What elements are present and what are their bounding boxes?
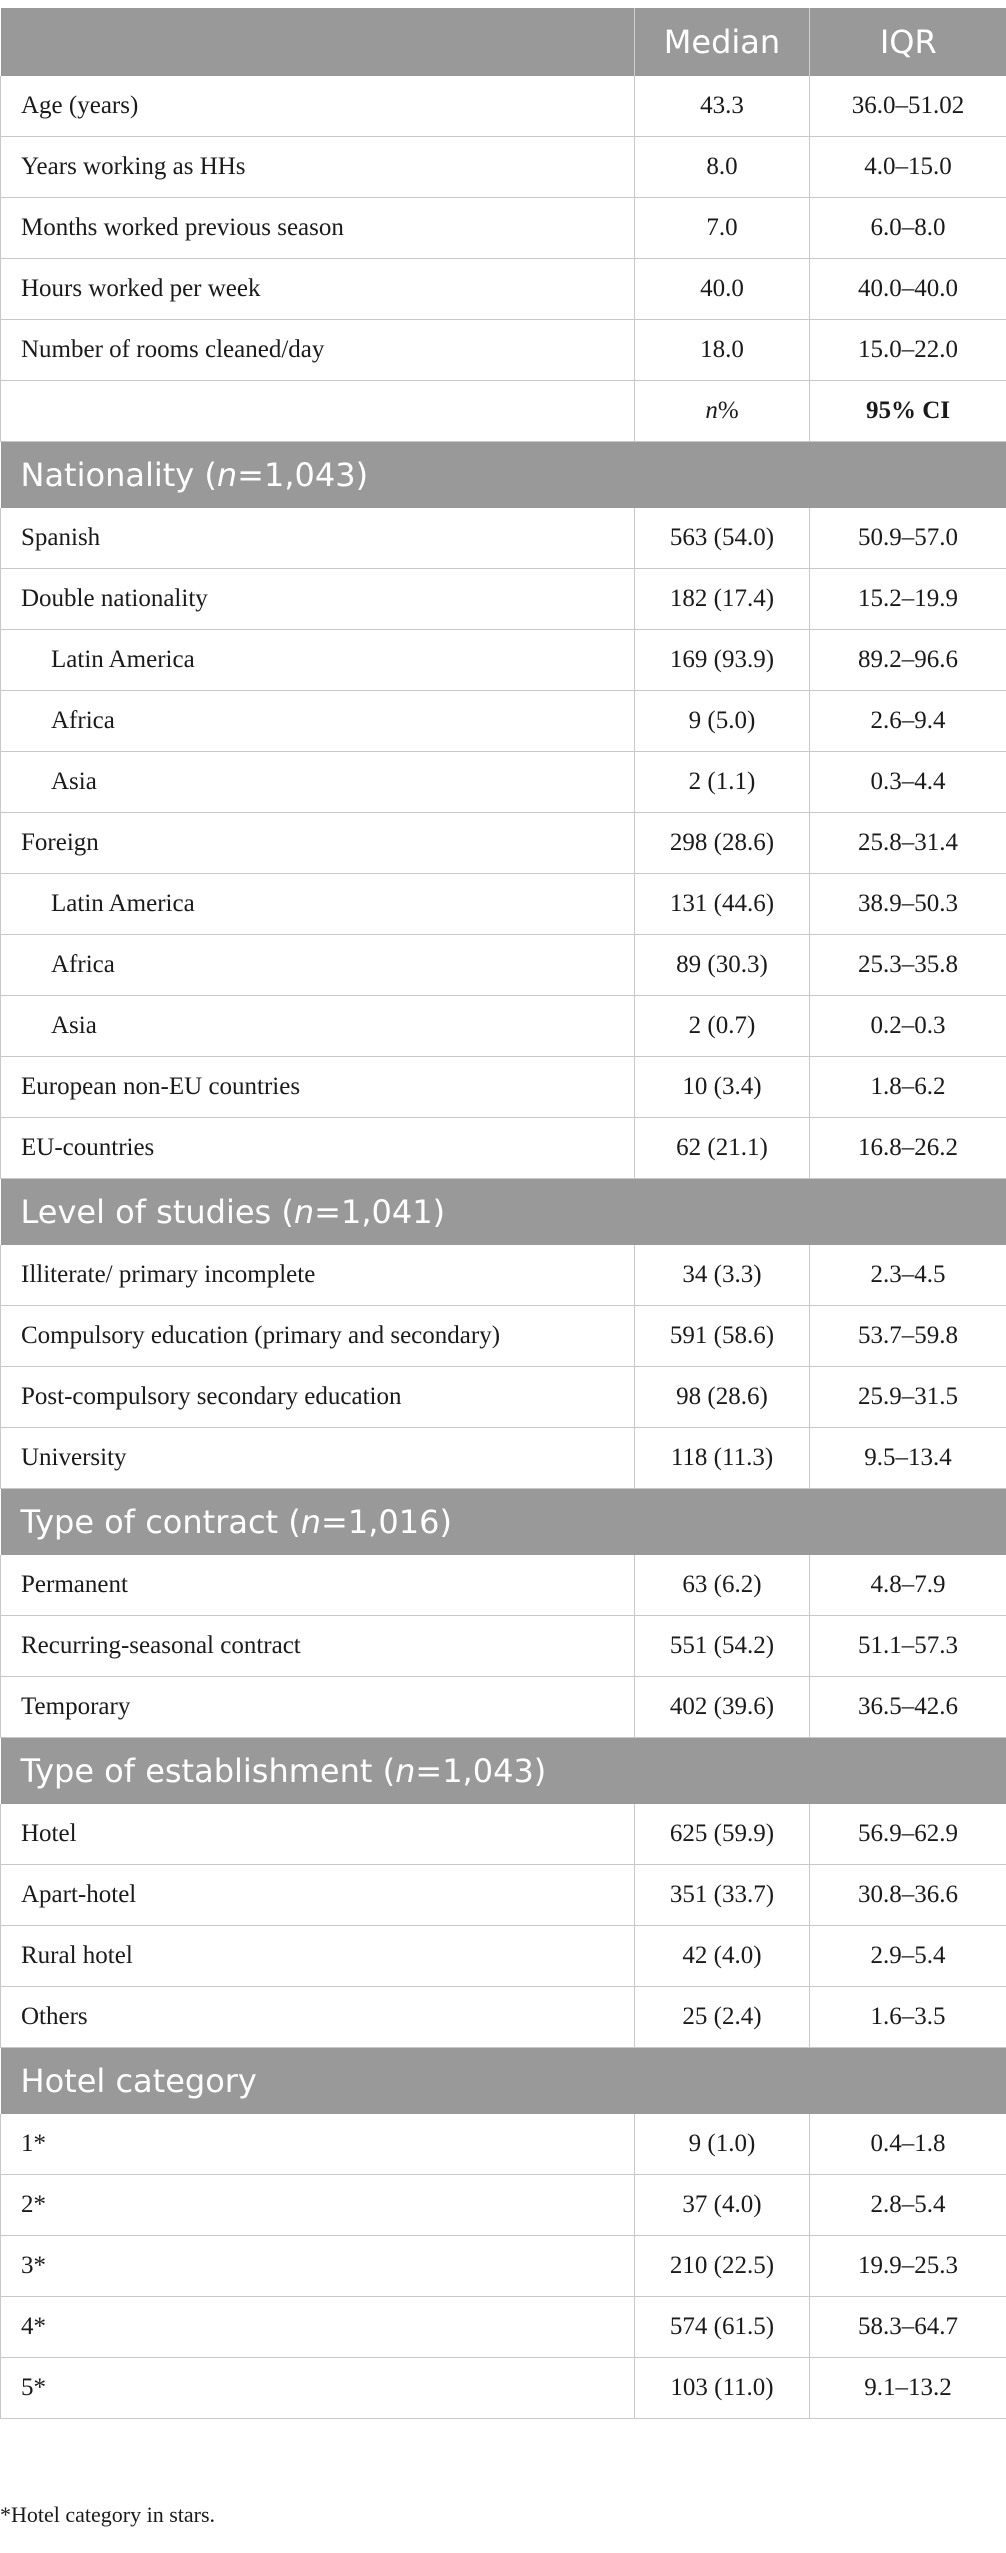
- row-iqr: 15.0–22.0: [810, 320, 1006, 381]
- table-row: [1, 1926, 1006, 1987]
- row-label: Spanish: [1, 508, 635, 569]
- row-ci: 15.2–19.9: [810, 569, 1006, 630]
- table-row: [1, 1367, 1006, 1428]
- row-value: 574 (61.5): [635, 2297, 810, 2358]
- row-ci: 58.3–64.7: [810, 2297, 1006, 2358]
- row-value: 402 (39.6): [635, 1677, 810, 1738]
- section-title-post: =1,043): [415, 1752, 547, 1790]
- row-value: 10 (3.4): [635, 1057, 810, 1118]
- row-ci: 0.3–4.4: [810, 752, 1006, 813]
- row-value: 89 (30.3): [635, 935, 810, 996]
- table-row: [1, 569, 1006, 630]
- row-value: 131 (44.6): [635, 874, 810, 935]
- row-ci: 1.8–6.2: [810, 1057, 1006, 1118]
- row-iqr: 4.0–15.0: [810, 137, 1006, 198]
- row-value: 63 (6.2): [635, 1555, 810, 1616]
- section-title-n: n: [300, 1503, 322, 1541]
- row-label: EU-countries: [1, 1118, 635, 1179]
- subheader-row: [1, 381, 1006, 442]
- row-label: Hotel: [1, 1804, 635, 1865]
- row-ci: 51.1–57.3: [810, 1616, 1006, 1677]
- row-ci: 0.4–1.8: [810, 2114, 1006, 2175]
- row-median: 8.0: [635, 137, 810, 198]
- section-title-pre: Nationality (: [20, 456, 217, 494]
- row-label: Rural hotel: [1, 1926, 635, 1987]
- section-title-pre: Type of contract (: [20, 1503, 301, 1541]
- row-ci: 4.8–7.9: [810, 1555, 1006, 1616]
- table-row: [1, 508, 1006, 569]
- row-ci: 0.2–0.3: [810, 996, 1006, 1057]
- section-title: Hotel category: [1, 2048, 1006, 2115]
- row-label: Latin America: [1, 874, 635, 935]
- table-row: [1, 1118, 1006, 1179]
- table-row: [1, 2114, 1006, 2175]
- row-value: 98 (28.6): [635, 1367, 810, 1428]
- row-label: Temporary: [1, 1677, 635, 1738]
- table-row: [1, 996, 1006, 1057]
- section-title: [1, 1489, 1006, 1556]
- row-value: 37 (4.0): [635, 2175, 810, 2236]
- row-value: 551 (54.2): [635, 1616, 810, 1677]
- table-row: [1, 874, 1006, 935]
- row-ci: 25.9–31.5: [810, 1367, 1006, 1428]
- row-ci: 9.1–13.2: [810, 2358, 1006, 2419]
- row-value: 9 (1.0): [635, 2114, 810, 2175]
- row-ci: 25.8–31.4: [810, 813, 1006, 874]
- row-value: 103 (11.0): [635, 2358, 810, 2419]
- table-row: [1, 2236, 1006, 2297]
- row-median: 7.0: [635, 198, 810, 259]
- table-row: [1, 1804, 1006, 1865]
- header-iqr: IQR: [810, 8, 1006, 76]
- table-row: [1, 1306, 1006, 1367]
- subheader-percent: %: [717, 397, 739, 424]
- row-value: 2 (1.1): [635, 752, 810, 813]
- row-label: Permanent: [1, 1555, 635, 1616]
- row-label: Hours worked per week: [1, 259, 635, 320]
- table-row: [1, 1987, 1006, 2048]
- row-label: Recurring-seasonal contract: [1, 1616, 635, 1677]
- section-title-n: n: [395, 1752, 416, 1790]
- table-row: [1, 198, 1006, 259]
- row-label: Months worked previous season: [1, 198, 635, 259]
- section-header-contract: [1, 1489, 1006, 1556]
- section-title: [1, 442, 1006, 509]
- row-label: 5*: [1, 2358, 635, 2419]
- row-ci: 25.3–35.8: [810, 935, 1006, 996]
- row-ci: 38.9–50.3: [810, 874, 1006, 935]
- table-row: [1, 1865, 1006, 1926]
- row-ci: 1.6–3.5: [810, 1987, 1006, 2048]
- row-iqr: 40.0–40.0: [810, 259, 1006, 320]
- row-value: 351 (33.7): [635, 1865, 810, 1926]
- table-row: [1, 2358, 1006, 2419]
- row-value: 2 (0.7): [635, 996, 810, 1057]
- table-row: [1, 935, 1006, 996]
- row-median: 40.0: [635, 259, 810, 320]
- row-median: 18.0: [635, 320, 810, 381]
- table-header-row: [1, 8, 1006, 76]
- row-ci: 9.5–13.4: [810, 1428, 1006, 1489]
- row-label: University: [1, 1428, 635, 1489]
- row-ci: 2.3–4.5: [810, 1245, 1006, 1306]
- row-label: Asia: [1, 996, 635, 1057]
- row-label: Others: [1, 1987, 635, 2048]
- row-ci: 89.2–96.6: [810, 630, 1006, 691]
- row-label: Compulsory education (primary and secondary): [1, 1306, 635, 1367]
- section-header-hotel-category: [1, 2048, 1006, 2115]
- section-title-post: =1,041): [314, 1193, 446, 1231]
- row-label: 3*: [1, 2236, 635, 2297]
- section-title-pre: Type of establishment (: [20, 1752, 396, 1790]
- row-label: European non-EU countries: [1, 1057, 635, 1118]
- row-value: 182 (17.4): [635, 569, 810, 630]
- row-value: 591 (58.6): [635, 1306, 810, 1367]
- table-row: [1, 813, 1006, 874]
- demographics-table: [0, 8, 1006, 2419]
- row-label: Africa: [1, 935, 635, 996]
- table-row: [1, 691, 1006, 752]
- row-label: Age (years): [1, 76, 635, 137]
- table-row: [1, 76, 1006, 137]
- subheader-ci: 95% CI: [810, 381, 1006, 442]
- row-ci: 2.8–5.4: [810, 2175, 1006, 2236]
- row-label: Latin America: [1, 630, 635, 691]
- row-label: Illiterate/ primary incomplete: [1, 1245, 635, 1306]
- row-value: 210 (22.5): [635, 2236, 810, 2297]
- row-label: Asia: [1, 752, 635, 813]
- table-row: [1, 137, 1006, 198]
- row-ci: 56.9–62.9: [810, 1804, 1006, 1865]
- row-ci: 36.5–42.6: [810, 1677, 1006, 1738]
- section-header-establishment: [1, 1738, 1006, 1805]
- section-title-pre: Level of studies (: [20, 1193, 294, 1231]
- row-label: 1*: [1, 2114, 635, 2175]
- row-value: 25 (2.4): [635, 1987, 810, 2048]
- row-label: Foreign: [1, 813, 635, 874]
- row-ci: 16.8–26.2: [810, 1118, 1006, 1179]
- row-ci: 53.7–59.8: [810, 1306, 1006, 1367]
- table-row: [1, 1555, 1006, 1616]
- row-label: 2*: [1, 2175, 635, 2236]
- row-value: 118 (11.3): [635, 1428, 810, 1489]
- row-value: 625 (59.9): [635, 1804, 810, 1865]
- table-row: [1, 2175, 1006, 2236]
- row-value: 298 (28.6): [635, 813, 810, 874]
- table-row: [1, 1616, 1006, 1677]
- row-value: 563 (54.0): [635, 508, 810, 569]
- row-ci: 50.9–57.0: [810, 508, 1006, 569]
- row-ci: 19.9–25.3: [810, 2236, 1006, 2297]
- section-title: [1, 1179, 1006, 1246]
- row-label: Apart-hotel: [1, 1865, 635, 1926]
- table-footnote: *Hotel category in stars.: [0, 2502, 216, 2527]
- row-ci: 2.9–5.4: [810, 1926, 1006, 1987]
- row-value: 62 (21.1): [635, 1118, 810, 1179]
- row-value: 169 (93.9): [635, 630, 810, 691]
- section-title-n: n: [293, 1193, 315, 1231]
- section-title-n: n: [216, 456, 238, 494]
- subheader-n-percent: [635, 381, 810, 442]
- row-label: Post-compulsory secondary education: [1, 1367, 635, 1428]
- section-header-nationality: [1, 442, 1006, 509]
- table-row: [1, 320, 1006, 381]
- header-median: Median: [635, 8, 810, 76]
- row-value: 42 (4.0): [635, 1926, 810, 1987]
- row-label: Africa: [1, 691, 635, 752]
- table-row: [1, 1245, 1006, 1306]
- section-title-post: =1,043): [237, 456, 369, 494]
- row-iqr: 6.0–8.0: [810, 198, 1006, 259]
- subheader-blank: [1, 381, 635, 442]
- row-label: Years working as HHs: [1, 137, 635, 198]
- section-header-studies: [1, 1179, 1006, 1246]
- row-value: 9 (5.0): [635, 691, 810, 752]
- row-label: 4*: [1, 2297, 635, 2358]
- subheader-n: n: [705, 397, 718, 424]
- row-median: 43.3: [635, 76, 810, 137]
- header-blank-cell: [1, 8, 635, 76]
- table-row: [1, 259, 1006, 320]
- row-label: Number of rooms cleaned/day: [1, 320, 635, 381]
- row-ci: 30.8–36.6: [810, 1865, 1006, 1926]
- section-title-post: =1,016): [321, 1503, 452, 1541]
- row-ci: 2.6–9.4: [810, 691, 1006, 752]
- table-row: [1, 2297, 1006, 2358]
- table-row: [1, 1677, 1006, 1738]
- table-row: [1, 1057, 1006, 1118]
- table-row: [1, 1428, 1006, 1489]
- row-value: 34 (3.3): [635, 1245, 810, 1306]
- table-row: [1, 752, 1006, 813]
- table-row: [1, 630, 1006, 691]
- row-label: Double nationality: [1, 569, 635, 630]
- section-title: [1, 1738, 1006, 1805]
- row-iqr: 36.0–51.02: [810, 76, 1006, 137]
